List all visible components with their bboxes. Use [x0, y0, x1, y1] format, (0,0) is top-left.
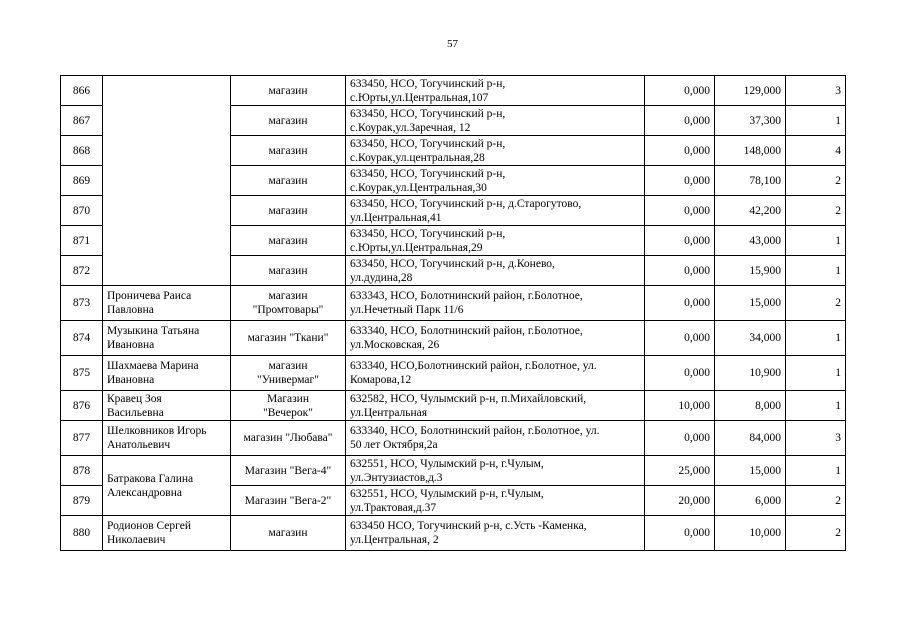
row-number: 871 — [61, 226, 103, 256]
value-2: 43,000 — [715, 226, 786, 256]
value-2: 42,200 — [715, 196, 786, 226]
value-2: 148,000 — [715, 136, 786, 166]
value-1: 25,000 — [645, 456, 715, 486]
table-row — [61, 321, 846, 356]
object-type: магазин — [231, 226, 346, 256]
object-type: магазин — [231, 196, 346, 226]
row-number: 879 — [61, 486, 103, 516]
value-2: 10,900 — [715, 356, 786, 391]
row-number: 866 — [61, 76, 103, 106]
address — [346, 166, 645, 196]
owner — [103, 456, 231, 516]
address-line-2: с.Коурак,ул.центральная,28 — [350, 151, 485, 164]
address — [346, 321, 645, 356]
address-line-1: 632582, НСО, Чулымский р-н, п.Михайловский, — [350, 392, 587, 405]
address-line-1: 633340, НСО, Болотнинский район, г.Болотное, — [350, 325, 583, 337]
object-type: Магазин "Вега-2" — [231, 486, 346, 516]
owner-line-1: Батракова Галина — [107, 472, 194, 485]
owner — [103, 421, 231, 456]
value-3: 4 — [786, 136, 846, 166]
value-2: 78,100 — [715, 166, 786, 196]
address — [346, 486, 645, 516]
address-line-1: 633450, НСО, Тогучинский р-н, д.Старогутово, — [350, 197, 582, 210]
address-line-1: 633450 НСО, Тогучинский р-н, с.Усть -Каменка, — [350, 520, 587, 532]
value-2: 84,000 — [715, 421, 786, 456]
address-line-2: ул.Центральная — [350, 406, 428, 419]
address-line-1: 633450, НСО, Тогучинский р-н, — [350, 227, 506, 240]
value-1: 0,000 — [645, 516, 715, 551]
object-type — [231, 356, 346, 391]
value-2: 8,000 — [715, 391, 786, 421]
table-row — [61, 516, 846, 551]
value-1: 0,000 — [645, 226, 715, 256]
address — [346, 256, 645, 286]
value-3: 1 — [786, 106, 846, 136]
value-1: 0,000 — [645, 256, 715, 286]
address-line-2: ул.Нечетный Парк 11/6 — [350, 304, 464, 316]
address-line-2: с.Коурак,ул.Заречная, 12 — [350, 121, 471, 134]
value-1: 0,000 — [645, 196, 715, 226]
row-number: 874 — [61, 321, 103, 356]
object-type: магазин "Любава" — [231, 421, 346, 456]
row-number: 875 — [61, 356, 103, 391]
address-line-2: ул.Московская, 26 — [350, 339, 440, 351]
object-type: Магазин "Вега-4" — [231, 456, 346, 486]
address — [346, 356, 645, 391]
row-number: 878 — [61, 456, 103, 486]
value-2: 34,000 — [715, 321, 786, 356]
address-line-1: 633450, НСО, Тогучинский р-н, — [350, 77, 506, 90]
object-type: магазин — [231, 106, 346, 136]
address-line-2: ул.Трактовая,д.37 — [350, 501, 437, 514]
row-number: 872 — [61, 256, 103, 286]
object-type: магазин — [231, 76, 346, 106]
value-2: 37,300 — [715, 106, 786, 136]
value-1: 10,000 — [645, 391, 715, 421]
address-line-2: ул.Центральная, 2 — [350, 534, 439, 546]
value-1: 0,000 — [645, 106, 715, 136]
value-3: 1 — [786, 256, 846, 286]
value-2: 129,000 — [715, 76, 786, 106]
value-2: 15,000 — [715, 286, 786, 321]
address-line-2: ул.дудина,28 — [350, 271, 413, 284]
address-line-1: 633450, НСО, Тогучинский р-н, — [350, 167, 506, 180]
row-number: 868 — [61, 136, 103, 166]
object-type: магазин — [231, 136, 346, 166]
value-1: 0,000 — [645, 136, 715, 166]
table-row — [61, 286, 846, 321]
owner-line-2: Александровна — [107, 486, 182, 499]
address-line-1: 632551, НСО, Чулымский р-н, г.Чулым, — [350, 487, 544, 500]
owner — [103, 391, 231, 421]
value-2: 15,000 — [715, 456, 786, 486]
row-number: 873 — [61, 286, 103, 321]
object-type-line-2: "Универмаг" — [257, 374, 319, 386]
object-type-line-2: "Вечерок" — [263, 406, 313, 419]
address-line-2: с.Юрты,ул.Центральная,29 — [350, 241, 483, 254]
row-number: 870 — [61, 196, 103, 226]
owner-line-2: Анатольевич — [107, 439, 171, 451]
object-type: магазин — [231, 256, 346, 286]
table-row — [61, 456, 846, 486]
object-type-line-1: Магазин — [266, 392, 309, 405]
value-3: 2 — [786, 286, 846, 321]
owner-line-2: Ивановна — [107, 374, 155, 386]
address-line-2: ул.Центральная,41 — [350, 211, 442, 224]
address — [346, 226, 645, 256]
table-row — [61, 391, 846, 421]
owner-cell-empty — [103, 76, 231, 286]
value-1: 20,000 — [645, 486, 715, 516]
object-type — [231, 391, 346, 421]
address-line-1: 632551, НСО, Чулымский р-н, г.Чулым, — [350, 457, 544, 470]
owner-line-1: Шахмаева Марина — [107, 360, 199, 372]
owner-line-1: Шелковников Игорь — [107, 425, 207, 437]
value-2: 6,000 — [715, 486, 786, 516]
value-3: 1 — [786, 226, 846, 256]
table-row — [61, 421, 846, 456]
value-1: 0,000 — [645, 356, 715, 391]
address-line-1: 633340, НСО,Болотнинский район, г.Болотное, ул. — [350, 360, 597, 372]
address-line-2: с.Юрты,ул.Центральная,107 — [350, 91, 489, 104]
value-3: 2 — [786, 486, 846, 516]
address — [346, 421, 645, 456]
address — [346, 286, 645, 321]
object-type-line-2: "Промтовары" — [252, 304, 324, 316]
value-3: 2 — [786, 196, 846, 226]
address-line-1: 633450, НСО, Тогучинский р-н, д.Конево, — [350, 257, 555, 270]
page-number: 57 — [447, 38, 458, 50]
owner — [103, 286, 231, 321]
address — [346, 391, 645, 421]
address — [346, 136, 645, 166]
object-type-line-1: магазин — [268, 290, 308, 302]
value-1: 0,000 — [645, 421, 715, 456]
owner-line-1: Проничева Раиса — [107, 290, 192, 302]
address-line-2: ул.Энтузиастов,д.3 — [350, 471, 443, 484]
address — [346, 516, 645, 551]
owner-line-1: Родионов Сергей — [107, 520, 191, 532]
object-type: магазин — [231, 166, 346, 196]
value-3: 3 — [786, 421, 846, 456]
owner-line-1: Музыкина Татьяна — [107, 325, 200, 337]
registry-table — [60, 75, 846, 551]
owner-line-1: Кравец Зоя — [107, 392, 162, 405]
owner — [103, 356, 231, 391]
owner-line-2: Павловна — [107, 304, 154, 316]
address — [346, 106, 645, 136]
address-line-1: 633450, НСО, Тогучинский р-н, — [350, 137, 506, 150]
value-3: 1 — [786, 321, 846, 356]
address — [346, 456, 645, 486]
value-3: 3 — [786, 76, 846, 106]
row-number: 877 — [61, 421, 103, 456]
object-type: магазин "Ткани" — [231, 321, 346, 356]
owner-line-2: Николаевич — [107, 534, 166, 546]
owner — [103, 321, 231, 356]
row-number: 876 — [61, 391, 103, 421]
value-2: 10,000 — [715, 516, 786, 551]
value-3: 2 — [786, 516, 846, 551]
owner-line-2: Васильевна — [107, 406, 164, 419]
value-1: 0,000 — [645, 166, 715, 196]
value-1: 0,000 — [645, 286, 715, 321]
table-row — [61, 356, 846, 391]
address-line-2: с.Коурак,ул.Центральная,30 — [350, 181, 487, 194]
address — [346, 196, 645, 226]
address-line-1: 633450, НСО, Тогучинский р-н, — [350, 107, 506, 120]
value-3: 1 — [786, 456, 846, 486]
object-type — [231, 286, 346, 321]
address-line-2: Комарова,12 — [350, 374, 412, 386]
object-type: магазин — [231, 516, 346, 551]
row-number: 867 — [61, 106, 103, 136]
row-number: 869 — [61, 166, 103, 196]
address-line-1: 633340, НСО, Болотнинский район, г.Болотное, ул. — [350, 425, 600, 437]
value-3: 2 — [786, 166, 846, 196]
owner-line-2: Ивановна — [107, 339, 155, 351]
value-1: 0,000 — [645, 76, 715, 106]
value-3: 1 — [786, 391, 846, 421]
address — [346, 76, 645, 106]
address-line-2: 50 лет Октября,2а — [350, 439, 438, 451]
row-number: 880 — [61, 516, 103, 551]
owner — [103, 516, 231, 551]
value-1: 0,000 — [645, 321, 715, 356]
value-2: 15,900 — [715, 256, 786, 286]
value-3: 1 — [786, 356, 846, 391]
object-type-line-1: магазин — [268, 360, 308, 372]
address-line-1: 633343, НСО, Болотнинский район, г.Болотное, — [350, 290, 583, 302]
table-row — [61, 76, 846, 106]
